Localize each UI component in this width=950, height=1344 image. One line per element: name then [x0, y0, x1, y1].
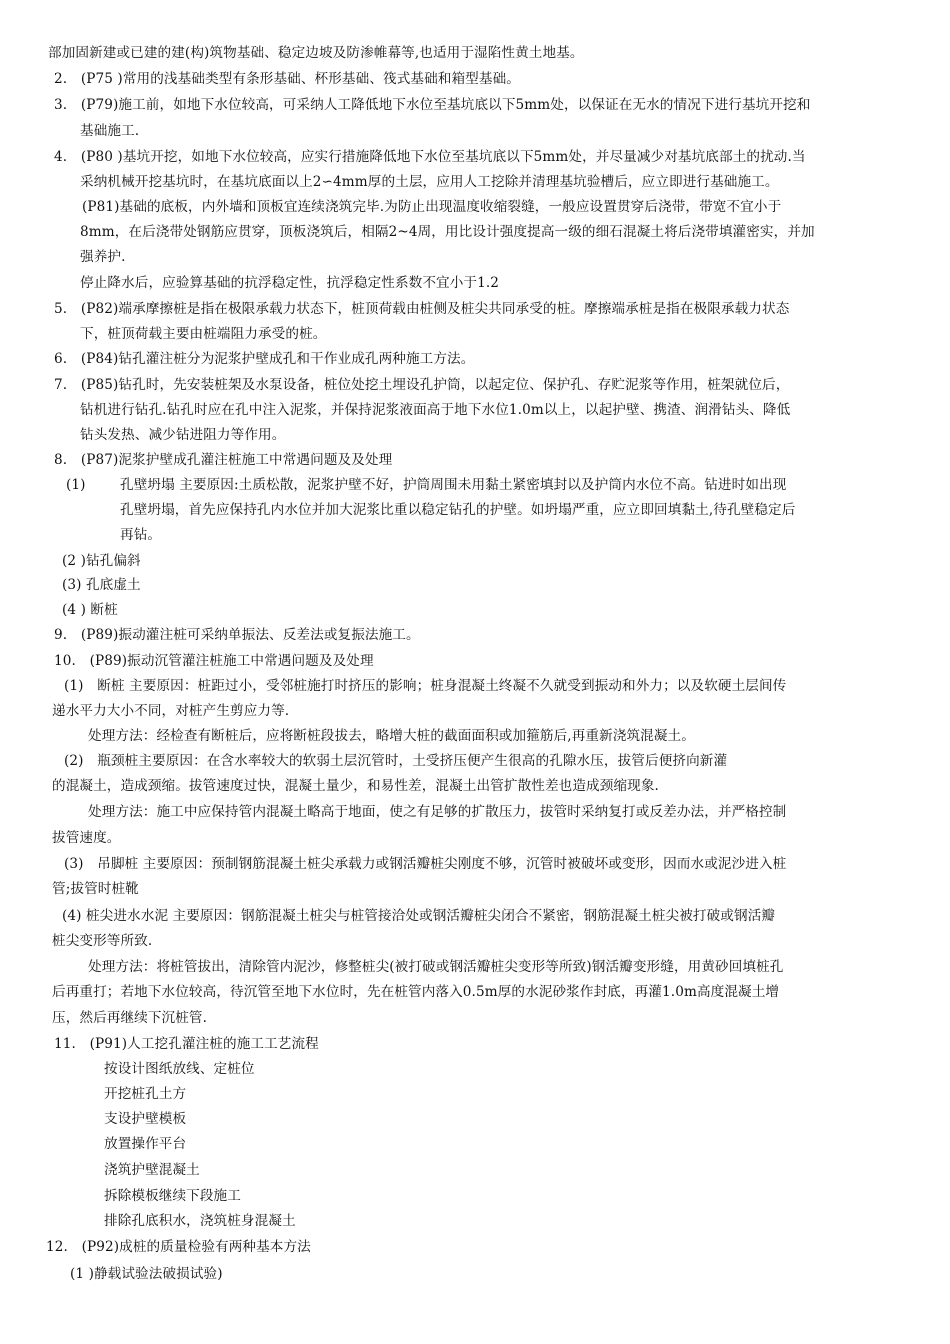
- text-line: 8. (P87)泥浆护壁成孔灌注桩施工中常遇问题及及处理: [54, 452, 393, 468]
- text-line: 处理方法：经检查有断桩后，应将断桩段拔去，略增大桩的截面面积或加箍筋后,再重新浇筑混凝土。: [88, 728, 695, 744]
- text-line: 处理方法：施工中应保持管内混凝土略高于地面，使之有足够的扩散压力，拔管时采纳复打或反差办法，并严格控制: [88, 804, 787, 820]
- text-line: 5. (P82)端承摩擦桩是指在极限承载力状态下，桩顶荷载由桩侧及桩尖共同承受的桩。摩擦端承桩是指在极限承载力状态: [54, 301, 790, 317]
- text-line: (4 ) 断桩: [62, 602, 118, 618]
- text-line: 12. (P92)成桩的质量检验有两种基本方法: [46, 1239, 311, 1255]
- text-line: 处理方法：将桩管拔出，清除管内泥沙，修整桩尖(被打破或钢活瓣桩尖变形等所致)钢活瓣变形缝，用黄砂回填桩孔: [88, 959, 784, 975]
- text-line: (1) 断桩 主要原因：桩距过小，受邻桩施打时挤压的影响；桩身混凝土终凝不久就受到振动和外力；以及软硬土层间传: [64, 678, 787, 694]
- text-line: 桩尖变形等所致.: [52, 933, 153, 949]
- text-line: 浇筑护壁混凝土: [104, 1162, 200, 1178]
- text-line: 采纳机械开挖基坑时，在基坑底面以上2∽4mm厚的土层，应用人工挖除并清理基坑验槽后，应立即进行基础施工。: [80, 174, 779, 190]
- text-line: (3) 吊脚桩 主要原因：预制钢筋混凝土桩尖承载力或钢活瓣桩尖刚度不够，沉管时被破坏或变形，因而水或泥沙进入桩: [64, 856, 787, 872]
- text-line: (1): [66, 477, 86, 493]
- text-line: 下，桩顶荷载主要由桩端阻力承受的桩。: [80, 326, 327, 342]
- text-line: (P81)基础的底板，内外墙和顶板宜连续浇筑完毕.为防止出现温度收缩裂缝，一般应设置贯穿后浇带，带宽不宜小于: [82, 199, 782, 215]
- text-line: 压，然后再继续下沉桩管.: [52, 1010, 208, 1026]
- text-line: (2) 瓶颈桩主要原因：在含水率较大的软弱土层沉管时，土受挤压便产生很高的孔隙水压，拔管后便挤向新灌: [64, 753, 728, 769]
- text-line: 放置操作平台: [104, 1136, 187, 1152]
- text-line: 3. (P79)施工前，如地下水位较高，可采纳人工降低地下水位至基坑底以下5mm处，以保证在无水的情况下进行基坑开挖和: [54, 97, 811, 113]
- text-line: 11. (P91)人工挖孔灌注桩的施工工艺流程: [54, 1036, 319, 1052]
- text-line: 10. (P89)振动沉管灌注桩施工中常遇问题及及处理: [54, 653, 374, 669]
- text-line: 再钻。: [120, 527, 162, 543]
- text-line: 9. (P89)振动灌注桩可采纳单振法、反差法或复振法施工。: [54, 627, 420, 643]
- text-line: 钻头发热、减少钻进阻力等作用。: [80, 427, 286, 443]
- text-line: 钻机进行钻孔.钻孔时应在孔中注入泥浆，并保持泥浆液面高于地下水位1.0m以上，以起护壁、携渣、润滑钻头、降低: [80, 402, 791, 418]
- text-line: 按设计图纸放线、定桩位: [104, 1061, 255, 1077]
- text-line: 7. (P85)钻孔时，先安装桩架及水泵设备，桩位处挖土埋设孔护筒，以起定位、保护孔、存贮泥浆等作用，桩架就位后，: [54, 377, 790, 393]
- text-line: 管;拔管时桩靴: [52, 881, 139, 897]
- text-line: 后再重打；若地下水位较高，待沉管至地下水位时，先在桩管内落入0.5m厚的水泥砂浆作封底，再灌1.0m高度混凝土增: [52, 984, 780, 1000]
- text-line: 停止降水后，应验算基础的抗浮稳定性，抗浮稳定性系数不宜小于1.2: [80, 275, 500, 291]
- text-line: 8mm，在后浇带处钢筋应贯穿，顶板浇筑后，相隔2~4周，用比设计强度提高一级的细石混凝土将后浇带填灌密实，并加: [80, 224, 815, 240]
- text-line: 部加固新建或已建的建(构)筑物基础、稳定边坡及防渗帷幕等,也适用于湿陷性黄土地基。: [48, 45, 584, 61]
- text-line: 孔壁坍塌 主要原因:土质松散，泥浆护壁不好，护筒周围未用黏土紧密填封以及护筒内水位不高。钻进时如出现: [120, 477, 787, 493]
- text-line: (3) 孔底虚土: [62, 577, 141, 593]
- text-line: 拆除模板继续下段施工: [104, 1188, 241, 1204]
- text-line: 基础施工.: [80, 123, 140, 139]
- text-line: (1 )静载试验法破损试验): [70, 1266, 223, 1282]
- text-line: 拔管速度。: [52, 830, 121, 846]
- text-line: 2. (P75 )常用的浅基础类型有条形基础、杯形基础、筏式基础和箱型基础。: [54, 71, 520, 87]
- text-line: 强养护.: [80, 249, 126, 265]
- text-line: 排除孔底积水，浇筑桩身混凝土: [104, 1213, 296, 1229]
- text-line: 4. (P80 )基坑开挖，如地下水位较高，应实行措施降低地下水位至基坑底以下5mm处，并尽量减少对基坑底部土的扰动.当: [54, 149, 806, 165]
- text-line: 开挖桩孔土方: [104, 1086, 187, 1102]
- text-line: 的混凝土，造成颈缩。拔管速度过快，混凝土量少，和易性差，混凝土出管扩散性差也造成颈缩现象.: [52, 778, 659, 794]
- text-line: 递水平力大小不同，对桩产生剪应力等.: [52, 703, 290, 719]
- text-line: 支设护壁模板: [104, 1111, 187, 1127]
- text-line: 孔壁坍塌，首先应保持孔内水位并加大泥浆比重以稳定钻孔的护壁。如坍塌严重，应立即回填黏土,待孔壁稳定后: [120, 502, 796, 518]
- text-line: (4) 桩尖进水水泥 主要原因：钢筋混凝土桩尖与桩管接洽处或钢活瓣桩尖闭合不紧密，钢筋混凝土桩尖被打破或钢活瓣: [62, 908, 776, 924]
- text-line: 6. (P84)钻孔灌注桩分为泥浆护壁成孔和干作业成孔两种施工方法。: [54, 351, 475, 367]
- text-line: (2 )钻孔偏斜: [62, 553, 141, 569]
